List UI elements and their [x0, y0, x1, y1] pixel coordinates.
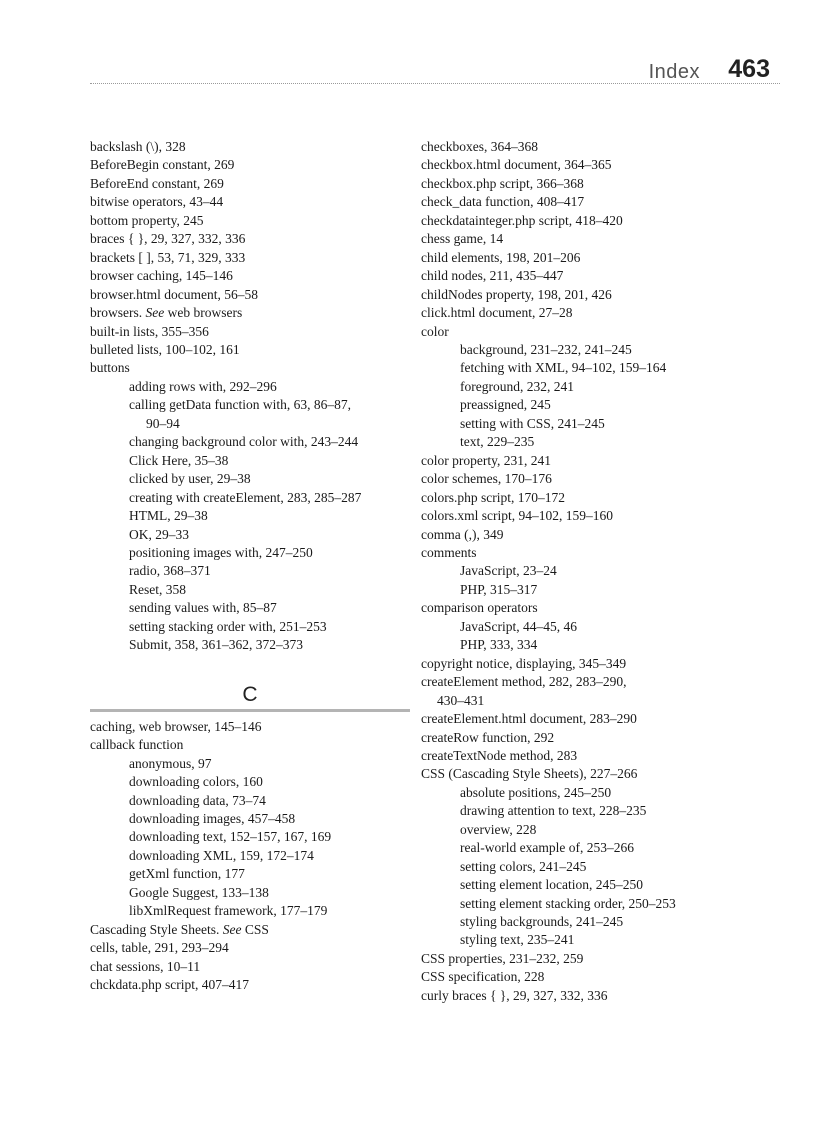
entry-text: color property, 231, 241 [421, 452, 551, 468]
index-entry [421, 267, 761, 285]
entry-text: child elements, 198, 201–206 [421, 249, 581, 265]
index-subentry [90, 581, 410, 599]
index-subentry [90, 828, 410, 846]
index-subentry [421, 415, 761, 433]
index-entry [421, 968, 761, 986]
entry-text: BeforeEnd constant, 269 [90, 175, 224, 191]
entry-text: child nodes, 211, 435–447 [421, 268, 564, 284]
entry-text: Click Here, 35–38 [129, 452, 229, 468]
index-subentry [421, 341, 761, 359]
entry-text: braces { }, 29, 327, 332, 336 [90, 231, 246, 247]
index-subentry [90, 599, 410, 617]
entry-text: built-in lists, 355–356 [90, 323, 209, 339]
entry-text: checkdatainteger.php script, 418–420 [421, 212, 623, 228]
index-entry [90, 267, 410, 285]
see-reference: See [145, 305, 165, 321]
entry-text: Submit, 358, 361–362, 372–373 [129, 637, 304, 653]
index-subentry [90, 396, 410, 414]
entry-text: browser caching, 145–146 [90, 268, 233, 284]
index-entry [90, 212, 410, 230]
index-entry [90, 230, 410, 248]
index-subentry [421, 359, 761, 377]
entry-text: real-world example of, 253–266 [460, 840, 634, 856]
page-number: 463 [728, 55, 770, 83]
entry-text: createRow function, 292 [421, 729, 555, 745]
entry-text: Cascading Style Sheets. [90, 921, 223, 937]
entry-text: checkboxes, 364–368 [421, 139, 538, 154]
entry-text: changing background color with, 243–244 [129, 434, 359, 450]
index-entry [90, 156, 410, 174]
entry-text: positioning images with, 247–250 [129, 544, 313, 560]
entry-text: CSS (Cascading Style Sheets), 227–266 [421, 766, 638, 782]
index-entry [421, 138, 761, 156]
index-entry [421, 304, 761, 322]
index-subentry [421, 618, 761, 636]
index-entry [421, 692, 761, 710]
entry-text: text, 229–235 [460, 434, 535, 450]
index-subentry [90, 847, 410, 865]
entry-text: drawing attention to text, 228–235 [460, 803, 647, 819]
index-entry [421, 507, 761, 525]
index-subentry [90, 865, 410, 883]
entry-text: CSS properties, 231–232, 259 [421, 950, 584, 966]
index-subentry [90, 618, 410, 636]
entry-text: colors.xml script, 94–102, 159–160 [421, 508, 613, 524]
entry-text: 430–431 [437, 692, 485, 708]
entry-text: 90–94 [146, 415, 180, 431]
entry-text: click.html document, 27–28 [421, 305, 573, 321]
index-entry [421, 710, 761, 728]
index-subentry [421, 802, 761, 820]
entry-text: createElement.html document, 283–290 [421, 711, 637, 727]
entry-text: colors.php script, 170–172 [421, 489, 565, 505]
entry-text: calling getData function with, 63, 86–87, [129, 397, 351, 413]
index-subentry [421, 931, 761, 949]
entry-text: OK, 29–33 [129, 526, 189, 542]
index-subentry [421, 396, 761, 414]
entry-text: sending values with, 85–87 [129, 600, 277, 616]
index-entry [421, 747, 761, 765]
entry-text: downloading data, 73–74 [129, 792, 266, 808]
index-subentry [421, 895, 761, 913]
entry-text: JavaScript, 23–24 [460, 563, 557, 579]
index-entries-c-continued [421, 138, 761, 1005]
entry-text: cells, table, 291, 293–294 [90, 940, 229, 956]
entry-text: PHP, 333, 334 [460, 637, 538, 653]
index-subentry [421, 433, 761, 451]
entry-text: absolute positions, 245–250 [460, 784, 612, 800]
index-subentry [90, 884, 410, 902]
entry-text: browser.html document, 56–58 [90, 286, 258, 302]
entry-text: check_data function, 408–417 [421, 194, 585, 210]
index-subentry [90, 636, 410, 654]
index-entries-b [90, 138, 410, 655]
entry-text: setting with CSS, 241–245 [460, 415, 605, 431]
index-entry [90, 323, 410, 341]
entry-text: brackets [ ], 53, 71, 329, 333 [90, 249, 246, 265]
index-entry [421, 950, 761, 968]
index-subentry [421, 562, 761, 580]
index-subentry [90, 755, 410, 773]
entry-text: downloading images, 457–458 [129, 810, 296, 826]
index-entry [421, 175, 761, 193]
index-subentry [90, 902, 410, 920]
index-entry [421, 489, 761, 507]
index-entry [421, 765, 761, 783]
entry-text: HTML, 29–38 [129, 508, 208, 524]
index-entry [421, 655, 761, 673]
index-entry [90, 286, 410, 304]
entry-text: comments [421, 544, 477, 560]
index-column-right [421, 138, 761, 1005]
index-subentry [90, 810, 410, 828]
index-entry [90, 359, 410, 377]
entry-text: bulleted lists, 100–102, 161 [90, 341, 240, 357]
entry-text: fetching with XML, 94–102, 159–164 [460, 360, 667, 376]
index-entry [90, 304, 410, 322]
index-subentry [90, 562, 410, 580]
index-entry [90, 138, 410, 156]
entry-text: color schemes, 170–176 [421, 471, 552, 487]
index-entry [421, 286, 761, 304]
section-letter: C [242, 682, 258, 706]
index-entry [90, 976, 410, 994]
index-subentry [421, 876, 761, 894]
entry-text: creating with createElement, 283, 285–287 [129, 489, 362, 505]
entry-text: JavaScript, 44–45, 46 [460, 618, 577, 634]
index-entry [421, 193, 761, 211]
entry-text: preassigned, 245 [460, 397, 551, 413]
entry-text: copyright notice, displaying, 345–349 [421, 655, 627, 671]
index-entry [421, 729, 761, 747]
entry-text: downloading XML, 159, 172–174 [129, 847, 314, 863]
entry-text: overview, 228 [460, 821, 537, 837]
index-entry [421, 526, 761, 544]
index-subentry [90, 378, 410, 396]
index-entry [421, 987, 761, 1005]
entry-text: anonymous, 97 [129, 755, 212, 771]
index-entry [90, 921, 410, 939]
entry-text: chckdata.php script, 407–417 [90, 977, 249, 993]
entry-text: libXmlRequest framework, 177–179 [129, 903, 328, 919]
index-entry [421, 230, 761, 248]
see-target: web browsers [164, 305, 243, 321]
index-subentry [421, 784, 761, 802]
entry-text: setting stacking order with, 251–253 [129, 618, 327, 634]
entry-text: bitwise operators, 43–44 [90, 194, 224, 210]
entry-text: downloading colors, 160 [129, 774, 263, 790]
entry-text: styling backgrounds, 241–245 [460, 914, 624, 930]
section-rule [90, 709, 410, 712]
entry-text: setting element location, 245–250 [460, 877, 643, 893]
entry-text: Google Suggest, 133–138 [129, 884, 269, 900]
entry-text: comparison operators [421, 600, 538, 616]
see-reference: See [222, 921, 242, 937]
entry-text: backslash (\), 328 [90, 139, 186, 154]
index-entry [421, 156, 761, 174]
index-subentry [421, 839, 761, 857]
entry-text: caching, web browser, 145–146 [90, 718, 262, 734]
index-entry [421, 599, 761, 617]
entry-text: adding rows with, 292–296 [129, 378, 277, 394]
index-column-left [90, 138, 410, 994]
entry-text: setting colors, 241–245 [460, 858, 587, 874]
entry-text: color [421, 323, 449, 339]
index-entry [421, 470, 761, 488]
entry-text: checkbox.php script, 366–368 [421, 175, 584, 191]
index-entry [421, 249, 761, 267]
index-subentry [90, 470, 410, 488]
index-entry [90, 736, 410, 754]
entry-text: styling text, 235–241 [460, 932, 575, 948]
entry-text: curly braces { }, 29, 327, 332, 336 [421, 987, 608, 1003]
index-subentry [421, 821, 761, 839]
index-subentry [90, 415, 410, 433]
entry-text: comma (,), 349 [421, 526, 504, 542]
index-subentry [90, 489, 410, 507]
entry-text: createElement method, 282, 283–290, [421, 674, 627, 690]
index-entry [90, 193, 410, 211]
entry-text: chat sessions, 10–11 [90, 958, 201, 974]
entry-text: setting element stacking order, 250–253 [460, 895, 676, 911]
entry-text: BeforeBegin constant, 269 [90, 157, 235, 173]
entry-text: childNodes property, 198, 201, 426 [421, 286, 612, 302]
index-subentry [90, 526, 410, 544]
index-subentry [90, 792, 410, 810]
index-subentry [421, 858, 761, 876]
index-entry [90, 341, 410, 359]
index-subentry [90, 507, 410, 525]
entry-text: downloading text, 152–157, 167, 169 [129, 829, 332, 845]
entry-text: bottom property, 245 [90, 212, 204, 228]
index-entry [421, 452, 761, 470]
entry-text: buttons [90, 360, 130, 376]
index-entries-c [90, 718, 410, 995]
index-entry [421, 323, 761, 341]
index-subentry [90, 452, 410, 470]
entry-text: CSS specification, 228 [421, 969, 545, 985]
entry-text: radio, 368–371 [129, 563, 211, 579]
index-subentry [90, 544, 410, 562]
see-target: CSS [241, 921, 269, 937]
index-subentry [421, 913, 761, 931]
index-entry [421, 544, 761, 562]
entry-text: foreground, 232, 241 [460, 378, 574, 394]
entry-text: getXml function, 177 [129, 866, 245, 882]
entry-text: createTextNode method, 283 [421, 747, 578, 763]
entry-text: clicked by user, 29–38 [129, 471, 251, 487]
index-entry [90, 718, 410, 736]
index-entry [90, 958, 410, 976]
entry-text: checkbox.html document, 364–365 [421, 157, 612, 173]
index-subentry [90, 773, 410, 791]
entry-text: callback function [90, 737, 184, 753]
index-entry [90, 249, 410, 267]
index-entry [90, 939, 410, 957]
entry-text: chess game, 14 [421, 231, 504, 247]
index-entry [421, 673, 761, 691]
index-entry [90, 175, 410, 193]
index-subentry [421, 378, 761, 396]
index-subentry [421, 581, 761, 599]
header-title: Index [648, 61, 700, 83]
index-subentry [90, 433, 410, 451]
index-entry [421, 212, 761, 230]
entry-text: browsers. [90, 305, 146, 321]
entry-text: PHP, 315–317 [460, 581, 538, 597]
entry-text: background, 231–232, 241–245 [460, 341, 632, 357]
running-header [90, 52, 780, 84]
index-subentry [421, 636, 761, 654]
entry-text: Reset, 358 [129, 581, 186, 597]
